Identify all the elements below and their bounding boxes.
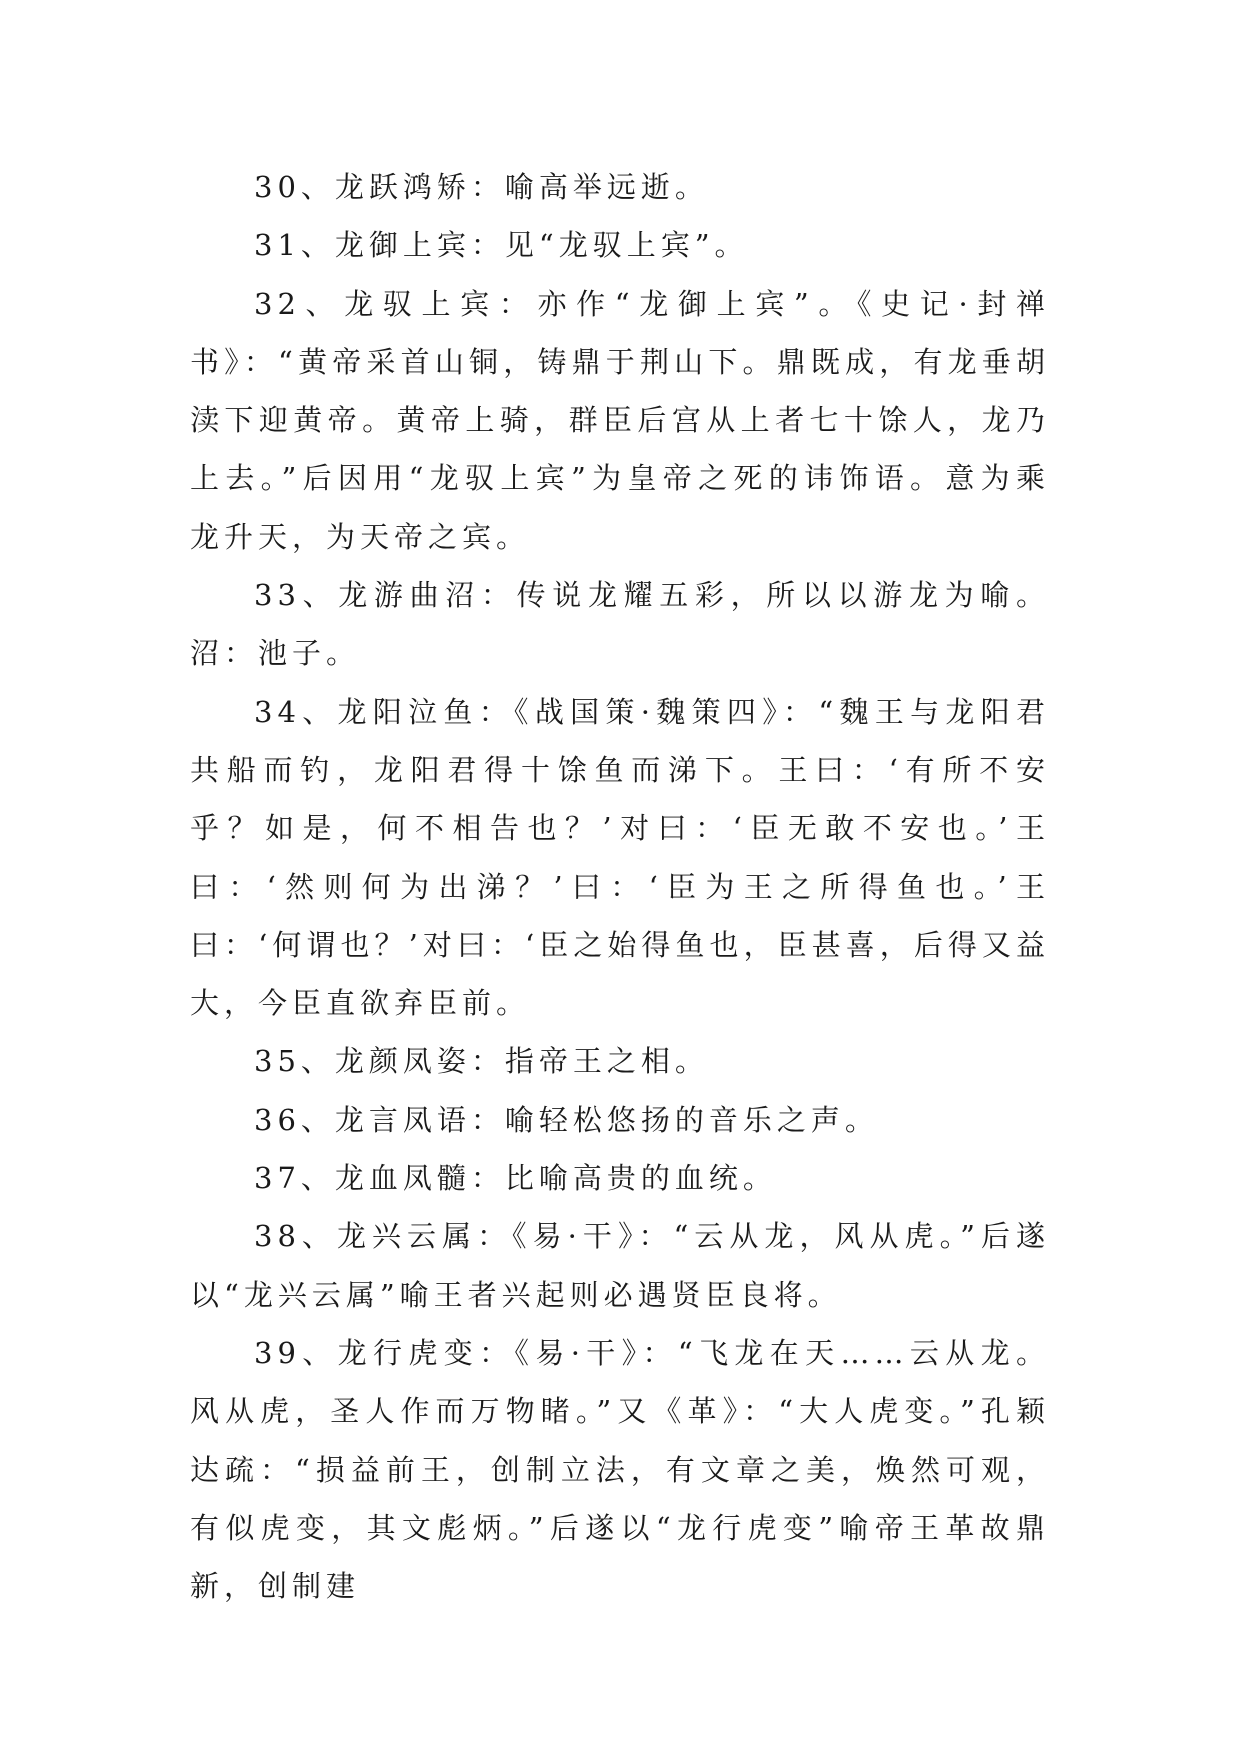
paragraph-32: 32、龙驭上宾：亦作“龙御上宾”。《史记·封禅书》：“黄帝采首山铜，铸鼎于荆山下。鼎既成，有龙垂胡渎下迎黄帝。黄帝上骑，群臣后宫从上者七十馀人，龙乃上去。”后因用“龙驭上宾”为皇帝之死的讳饰语。意为乘龙升天，为天帝之宾。 [190, 286, 1050, 554]
paragraph-35: 35、龙颜凤姿：指帝王之相。 [254, 1044, 709, 1079]
paragraph-38: 38、龙兴云属：《易·干》：“云从龙，风从虎。”后遂以“龙兴云属”喻王者兴起则必遇贤臣良将。 [190, 1219, 1050, 1312]
paragraph-33: 33、龙游曲沼：传说龙耀五彩，所以以游龙为喻。沼：池子。 [190, 578, 1050, 671]
paragraph-36: 36、龙言凤语：喻轻松悠扬的音乐之声。 [254, 1102, 879, 1137]
document-body [190, 158, 1050, 1615]
paragraph-31: 31、龙御上宾：见“龙驭上宾”。 [254, 228, 749, 263]
paragraph-34: 34、龙阳泣鱼：《战国策·魏策四》：“魏王与龙阳君共船而钓，龙阳君得十馀鱼而涕下。王曰：‘有所不安乎？如是，何不相告也？’对曰：‘臣无敢不安也。’王曰：‘然则何为出涕？’曰：‘臣为王之所得鱼也。’王曰：‘何谓也？’对曰：‘臣之始得鱼也，臣甚喜，后得又益大，今臣直欲弃臣前。 [190, 694, 1050, 1021]
paragraph-30: 30、龙跃鸿矫：喻高举远逝。 [254, 170, 709, 204]
paragraph-37: 37、龙血凤髓：比喻高贵的血统。 [254, 1161, 777, 1196]
paragraph-39: 39、龙行虎变：《易·干》：“飞龙在天……云从龙。风从虎，圣人作而万物睹。”又《革》：“大人虎变。”孔颖达疏：“损益前王，创制立法，有文章之美，焕然可观，有似虎变，其文彪炳。”后遂以“龙行虎变”喻帝王革故鼎新，创制建 [190, 1335, 1050, 1604]
